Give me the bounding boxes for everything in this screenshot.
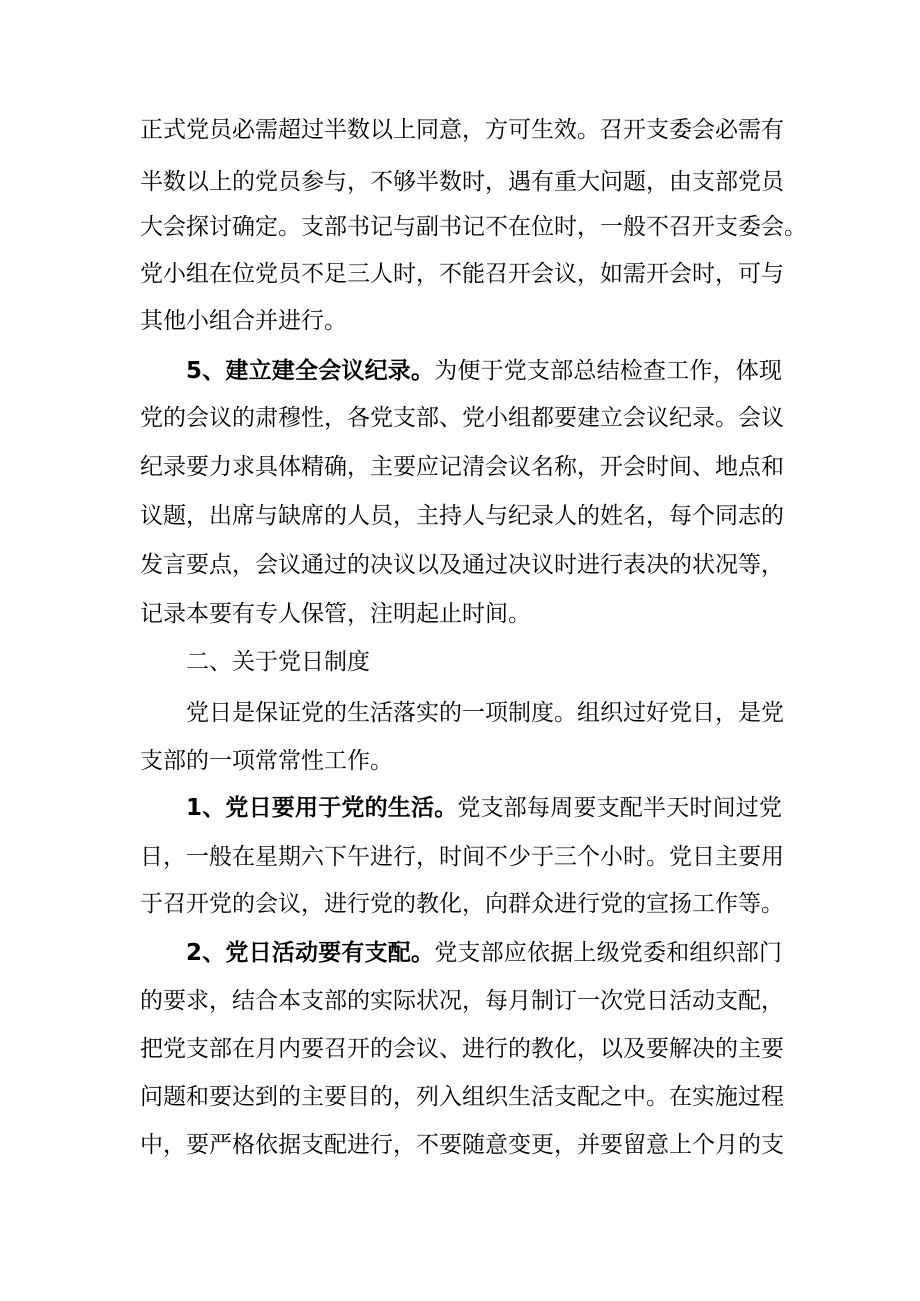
paragraph-5-line-4: 问题和要达到的主要目的，列入组织生活支配之中。在实施过程 (140, 1084, 784, 1110)
paragraph-5-line-5: 中，要严格依据支配进行，不要随意变更，并要留意上个月的支 (140, 1132, 784, 1158)
paragraph-1-line-5: 其他小组合并进行。 (140, 308, 347, 334)
paragraph-5-lead: 2、党日活动要有支配。 (186, 940, 435, 966)
paragraph-4-line-1 (186, 784, 782, 832)
paragraph-2-line-1 (186, 347, 782, 395)
paragraph-1-line-3: 大会探讨确定。支部书记与副书记不在位时，一般不召开支委会。 (140, 214, 807, 240)
paragraph-1-line-4: 党小组在位党员不足三人时，不能召开会议，如需开会时，可与 (140, 261, 784, 287)
paragraph-4-line-3: 于召开党的会议，进行党的教化，向群众进行党的宣扬工作等。 (140, 891, 784, 917)
paragraph-5-line-2: 的要求，结合本支部的实际状况，每月制订一次党日活动支配， (140, 988, 784, 1014)
paragraph-5-line-3: 把党支部在月内要召开的会议、进行的教化，以及要解决的主要 (140, 1036, 784, 1062)
paragraph-2-line-2: 党的会议的肃穆性，各党支部、党小组都要建立会议纪录。会议 (140, 405, 784, 431)
paragraph-2-line-5: 发言要点，会议通过的决议以及通过决议时进行表决的状况等， (140, 552, 784, 578)
paragraph-4-lead: 1、党日要用于党的生活。 (186, 795, 458, 821)
paragraph-2-first-text: 为便于党支部总结检查工作，体现 (434, 358, 782, 384)
paragraph-2-lead: 5、建立建全会议纪录。 (186, 358, 435, 384)
paragraph-5-line-1 (186, 929, 782, 977)
paragraph-5-first-text: 党支部应依据上级党委和组织部门 (434, 940, 782, 966)
paragraph-2-line-4: 议题，出席与缺席的人员，主持人与纪录人的姓名，每个同志的 (140, 503, 784, 529)
paragraph-1-line-1: 正式党员必需超过半数以上同意，方可生效。召开支委会必需有 (140, 117, 784, 143)
paragraph-4-line-2: 日，一般在星期六下午进行，时间不少于三个小时。党日主要用 (140, 844, 784, 870)
section-heading: 二、关于党日制度 (186, 649, 370, 675)
paragraph-2-line-6: 记录本要有专人保管，注明起止时间。 (140, 601, 531, 627)
paragraph-3-line-1: 党日是保证党的生活落实的一项制度。组织过好党日，是党 (186, 700, 784, 726)
paragraph-1-line-2: 半数以上的党员参与，不够半数时，遇有重大问题，由支部党员 (140, 169, 784, 195)
paragraph-2-line-3: 纪录要力求具体精确，主要应记清会议名称，开会时间、地点和 (140, 454, 784, 480)
paragraph-3-line-2: 支部的一项常常性工作。 (140, 748, 393, 774)
paragraph-4-first-text: 党支部每周要支配半天时间过党 (457, 795, 782, 821)
